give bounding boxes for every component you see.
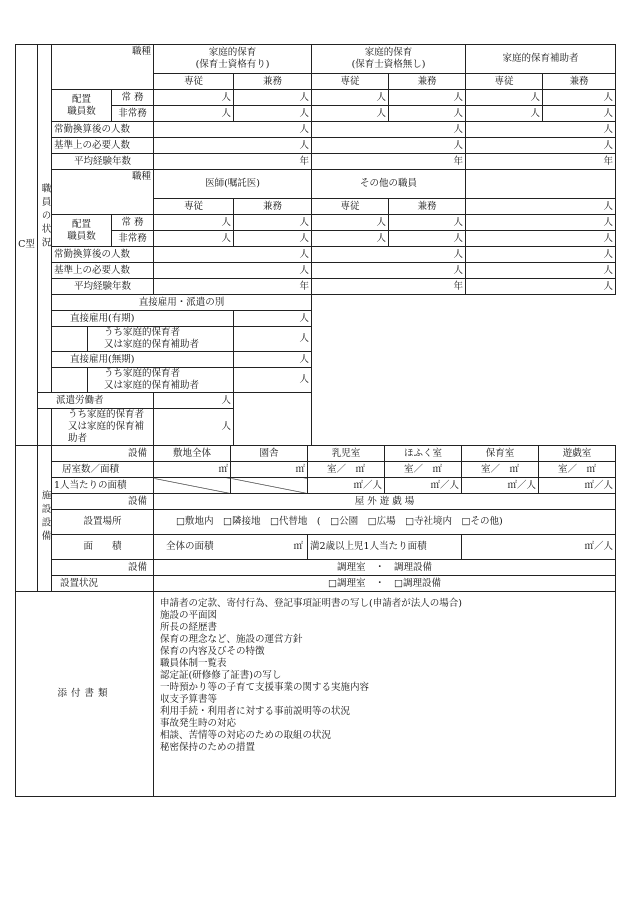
- unit-nin[interactable]: 人: [154, 106, 234, 122]
- unit-per[interactable]: ㎡／人: [462, 535, 616, 560]
- section-facility-text: 施設設備: [39, 489, 51, 544]
- col-unqualified-line2: (保育士資格無し): [351, 59, 426, 70]
- type-label: C型: [16, 45, 38, 446]
- indent-spacer: [52, 368, 88, 393]
- sen-label: 専従: [312, 74, 389, 90]
- doc-item: 所長の経歴書: [160, 622, 218, 633]
- sen-label: 専従: [154, 199, 234, 215]
- emp-dispatch-sub-label: [52, 409, 154, 446]
- unit-room: 室／: [403, 463, 423, 475]
- haichi-line1: 配置: [71, 93, 91, 105]
- play-yard-header: 屋 外 遊 戯 場: [154, 494, 616, 510]
- rooms-label: 居室数／面積: [52, 462, 154, 478]
- doc-item: 申請者の定款、寄付行為、登記事項証明書の写し(申請者が法人の場合): [160, 598, 462, 609]
- ken-label: 兼務: [543, 74, 616, 90]
- doc-item: 一時預かり等の子育て支援事業の関する実施内容: [160, 682, 370, 693]
- haichi-label: [52, 90, 112, 122]
- doc-item: 保育の理念など、施設の運営方針: [160, 634, 303, 645]
- unit-nin[interactable]: 人: [466, 231, 616, 247]
- kansan-row: [16, 122, 616, 138]
- joumu-label: 常 務: [112, 90, 154, 106]
- unit-nin[interactable]: 人: [466, 90, 543, 106]
- fulltime2-row: [16, 215, 616, 231]
- indent-spacer: [52, 327, 88, 352]
- status-row: [16, 576, 616, 592]
- unit-nin[interactable]: 人: [312, 263, 466, 279]
- haichi-line2: 職員数: [67, 230, 96, 242]
- col-unqualified-header: [312, 45, 466, 74]
- sub-line2: 又は家庭的保育補助者: [68, 421, 145, 444]
- unit-nin[interactable]: 人: [543, 106, 616, 122]
- per-area-label: 1人当たりの面積: [52, 478, 154, 494]
- unit-m2: ㎡: [509, 463, 520, 475]
- unit-nin[interactable]: 人: [234, 231, 312, 247]
- sub-line1: うち家庭的保育者: [68, 409, 145, 420]
- hijoukin-label: 非常務: [112, 106, 154, 122]
- col-assistant-header: 家庭的保育補助者: [466, 45, 616, 74]
- rooms-cell[interactable]: [462, 462, 539, 478]
- unit-nen[interactable]: 年: [466, 154, 616, 170]
- sen-label: 専従: [466, 74, 543, 90]
- staff-header-row: [16, 45, 616, 74]
- area-total-cell[interactable]: [154, 535, 308, 560]
- ken-label: 兼務: [389, 74, 466, 90]
- unit-nin[interactable]: 人: [466, 263, 616, 279]
- blank-header: [466, 170, 616, 199]
- unit-nen[interactable]: 年: [154, 279, 312, 295]
- unit-m2: ㎡: [432, 463, 443, 475]
- haichi2-label: [52, 215, 112, 247]
- status-label: 設置状況: [52, 576, 154, 592]
- per-area-row: [16, 478, 616, 494]
- sen-label: 専従: [154, 74, 234, 90]
- place-row: [16, 510, 616, 535]
- unit-nen[interactable]: 年: [312, 154, 466, 170]
- unit-per[interactable]: ㎡／人: [539, 478, 616, 494]
- section-staff-text: 職員の状況: [39, 182, 51, 251]
- unit-nin[interactable]: 人: [389, 215, 466, 231]
- joumu-label: 常 務: [112, 215, 154, 231]
- col-site: 敷地全体: [154, 446, 231, 462]
- unit-m2: ㎡: [355, 463, 366, 475]
- kansan2-row: [16, 247, 616, 263]
- kijun-row: [16, 138, 616, 154]
- haichi-line2: 職員数: [67, 105, 96, 117]
- doc-item: 職員体制一覧表: [160, 658, 227, 669]
- unit-per[interactable]: ㎡／人: [385, 478, 462, 494]
- unit-room: 室／: [326, 463, 346, 475]
- employment-header: 直接雇用・派遣の別: [52, 295, 312, 311]
- play-yard-header-row: [16, 494, 616, 510]
- unit-nin[interactable]: 人: [466, 106, 543, 122]
- area-row: [16, 535, 616, 560]
- docs-table: [15, 591, 616, 797]
- unit-nin[interactable]: 人: [312, 106, 389, 122]
- unit-m2[interactable]: ㎡: [231, 462, 308, 478]
- sub-line1: うち家庭的保育者: [104, 368, 181, 379]
- employment-blank-area: [312, 295, 616, 446]
- type-column-continued: [16, 446, 38, 592]
- kijun2-row: [16, 263, 616, 279]
- docs-label: [16, 592, 154, 797]
- sub-line2: 又は家庭的保育補助者: [104, 339, 200, 350]
- rooms-cell[interactable]: [385, 462, 462, 478]
- hijoukin-label: 非常務: [112, 231, 154, 247]
- unit-nin[interactable]: 人: [466, 138, 616, 154]
- unit-nin[interactable]: 人: [466, 215, 616, 231]
- unit-nin[interactable]: 人: [234, 311, 312, 327]
- kansan-label: 常勤換算後の人数: [52, 122, 154, 138]
- fulltime-row: [16, 90, 616, 106]
- doc-item: 施設の平面図: [160, 610, 218, 621]
- area-label: 面 積: [52, 535, 154, 560]
- unit-nin[interactable]: 人: [466, 199, 616, 215]
- application-form-sheet: [15, 44, 615, 797]
- unit-nin[interactable]: 人: [389, 106, 466, 122]
- setsubi-header: 設備: [52, 494, 154, 510]
- unit-m2: ㎡: [586, 463, 597, 475]
- section-staff-label: [38, 45, 52, 393]
- unit-nin[interactable]: 人: [312, 122, 466, 138]
- doc-item: 認定証(研修修了証書)の写し: [160, 670, 282, 681]
- doc-item: 秘密保持のための措置: [160, 742, 256, 753]
- col-doctor-header: 医師(嘱託医): [154, 170, 312, 199]
- form-table: [15, 44, 616, 446]
- heikin2-row: [16, 279, 616, 295]
- docs-list: [154, 592, 616, 797]
- place-options[interactable]: □敷地内 □隣接地 □代替地 ( □公園 □広場 □寺社境内 □その他): [154, 510, 616, 535]
- unit-room: 室／: [557, 463, 577, 475]
- col-qualified-header: [154, 45, 312, 74]
- unit-nin[interactable]: 人: [543, 90, 616, 106]
- unit-nin[interactable]: 人: [389, 90, 466, 106]
- kijun-label: 基準上の必要人数: [52, 138, 154, 154]
- unit-m2[interactable]: ㎡: [154, 462, 231, 478]
- section-facility-label: [38, 446, 52, 592]
- unit-nin[interactable]: 人: [154, 247, 312, 263]
- unit-nin[interactable]: 人: [154, 122, 312, 138]
- unit-per[interactable]: ㎡／人: [462, 478, 539, 494]
- col-infant-room: 乳児室: [308, 446, 385, 462]
- ken-label: 兼務: [389, 199, 466, 215]
- unit-nin[interactable]: 人: [234, 90, 312, 106]
- unit-nin[interactable]: 人: [466, 279, 616, 295]
- kitchen-header-row: [16, 560, 616, 576]
- unit-nin[interactable]: 人: [312, 231, 389, 247]
- doc-item: 保育の内容及びその特徴: [160, 646, 265, 657]
- sen-label: 専従: [312, 199, 389, 215]
- col-crawl-room: ほふく室: [385, 446, 462, 462]
- employment-header-row: [16, 295, 616, 311]
- docs-row: [16, 592, 616, 797]
- unit-nin[interactable]: 人: [154, 215, 234, 231]
- doc-item: 相談、苦情等の対応のための取組の状況: [160, 730, 332, 741]
- unit-nin[interactable]: 人: [312, 90, 389, 106]
- heikin-label: 平均経験年数: [52, 154, 154, 170]
- heikin-row: [16, 154, 616, 170]
- unit-nin[interactable]: 人: [234, 327, 312, 352]
- haichi-line1: 配置: [71, 218, 91, 230]
- rooms-cell[interactable]: [539, 462, 616, 478]
- col-play-room: 遊戯室: [539, 446, 616, 462]
- col-other-header: その他の職員: [312, 170, 466, 199]
- emp-permanent-label: 直接雇用(無期): [52, 352, 234, 368]
- unit-m2: ㎡: [293, 541, 303, 552]
- shokushu2-header: 職種: [52, 170, 154, 215]
- unit-nin[interactable]: 人: [154, 138, 312, 154]
- unit-nin[interactable]: 人: [154, 231, 234, 247]
- diagonal-cell: [231, 478, 308, 494]
- unit-nin[interactable]: 人: [154, 393, 234, 409]
- col-unqualified-line1: 家庭的保育: [364, 47, 413, 58]
- heikin-label: 平均経験年数: [52, 279, 154, 295]
- unit-nin[interactable]: 人: [389, 231, 466, 247]
- kansan-label: 常勤換算後の人数: [52, 247, 154, 263]
- doc-item: 利用手続・利用者に対する事前説明等の状況: [160, 706, 351, 717]
- col-qualified-line1: 家庭的保育: [208, 47, 257, 58]
- unit-nin[interactable]: 人: [466, 122, 616, 138]
- diagonal-cell: [154, 478, 231, 494]
- unit-nin[interactable]: 人: [312, 247, 466, 263]
- unit-nin[interactable]: 人: [154, 263, 312, 279]
- unit-room: 室／: [480, 463, 500, 475]
- status-options[interactable]: □調理室 ・ □調理設備: [154, 576, 616, 592]
- place-label: 設置場所: [52, 510, 154, 535]
- shokushu-header: 職種: [52, 45, 154, 90]
- unit-per[interactable]: ㎡／人: [308, 478, 385, 494]
- unit-nin[interactable]: 人: [154, 90, 234, 106]
- doc-item: 収支予算書等: [160, 694, 218, 705]
- staff2-header-row: [16, 170, 616, 199]
- rooms-cell[interactable]: [308, 462, 385, 478]
- sub-line1: うち家庭的保育者: [104, 327, 181, 338]
- unit-nin[interactable]: 人: [312, 138, 466, 154]
- unit-nin[interactable]: 人: [312, 215, 389, 231]
- emp-fixed-label: 直接雇用(有期): [52, 311, 234, 327]
- facility-table: [15, 445, 616, 592]
- col-qualified-line2: (保育士資格有り): [195, 59, 270, 70]
- setsubi-header: 設備: [52, 446, 154, 462]
- unit-nin[interactable]: 人: [234, 352, 312, 368]
- unit-nin[interactable]: 人: [466, 247, 616, 263]
- facility-header-row: [16, 446, 616, 462]
- emp-permanent-sub-label: [88, 368, 234, 393]
- emp-fixed-sub-label: [88, 327, 234, 352]
- unit-nen[interactable]: 年: [312, 279, 466, 295]
- unit-nin[interactable]: 人: [234, 106, 312, 122]
- indent-spacer: [38, 409, 52, 446]
- unit-nin[interactable]: 人: [154, 409, 234, 446]
- emp-dispatch-label: 派遣労働者: [38, 393, 154, 409]
- sub-line2: 又は家庭的保育補助者: [104, 380, 200, 391]
- docs-label-text: 添付書類: [57, 688, 112, 699]
- unit-nin[interactable]: 人: [234, 368, 312, 393]
- doc-item: 事故発生時の対応: [160, 718, 237, 729]
- col-building: 園舎: [231, 446, 308, 462]
- ken-label: 兼務: [234, 199, 312, 215]
- rooms-row: [16, 462, 616, 478]
- unit-nin[interactable]: 人: [234, 215, 312, 231]
- ken-label: 兼務: [234, 74, 312, 90]
- area-per-label: 満2歳以上児1人当たり面積: [308, 535, 462, 560]
- area-total-label: 全体の面積: [166, 541, 214, 552]
- kijun-label: 基準上の必要人数: [52, 263, 154, 279]
- kitchen-header: 調理室 ・ 調理設備: [154, 560, 616, 576]
- unit-nen[interactable]: 年: [154, 154, 312, 170]
- setsubi-header: 設備: [52, 560, 154, 576]
- col-nursery-room: 保育室: [462, 446, 539, 462]
